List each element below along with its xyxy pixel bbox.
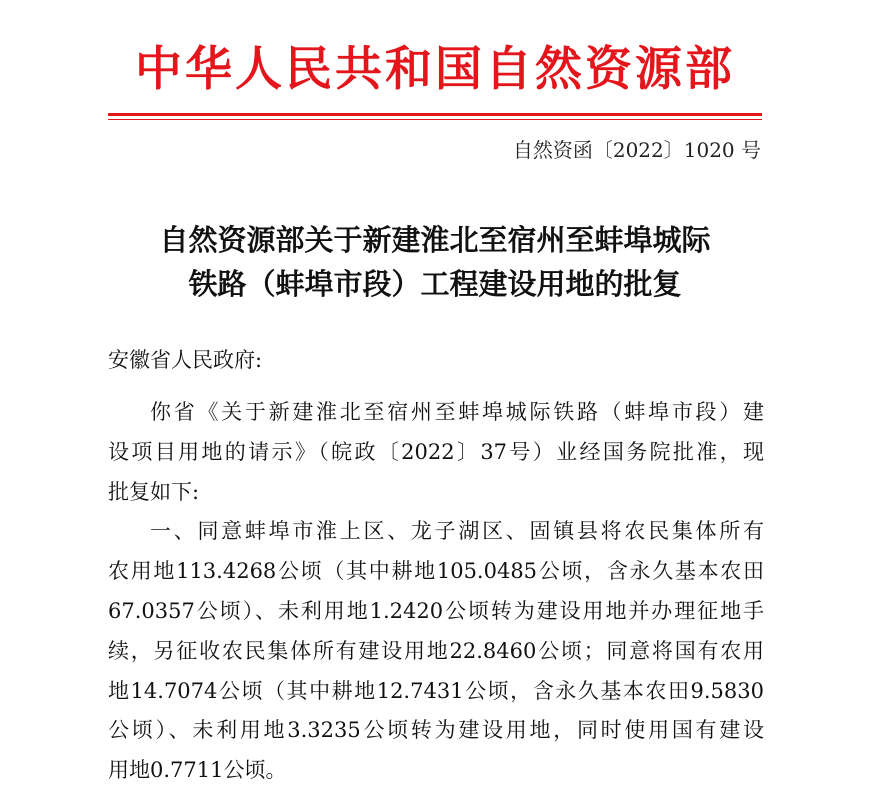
body-line: 公顷）、未利用地3.3235公顷转为建设用地，同时使用国有建设 [108,718,764,743]
body-line: 批复如下: [108,479,200,504]
letterhead-rule-thin [108,119,762,120]
document-number: 自然资函〔2022〕1020 号 [512,138,761,162]
body-line: 67.0357公顷）、未利用地1.2420公顷转为建设用地并办理征地手 [108,598,764,623]
document-title-line-1: 自然资源部关于新建淮北至宿州至蚌埠城际 [159,223,711,257]
body-line: 设项目用地的请示》（皖政〔2022〕37号）业经国务院批准，现 [108,439,764,464]
document-title [108,218,762,306]
body-line: 一、同意蚌埠市淮上区、龙子湖区、固镇县将农民集体所有 [150,519,764,544]
body-line: 地14.7074公顷（其中耕地12.7431公顷，含永久基本农田9.5830 [108,678,764,703]
body-line: 用地0.7711公顷。 [108,758,287,783]
body-text [108,393,764,791]
letterhead-issuer: 中华人民共和国自然资源部 [135,42,735,97]
salutation: 安徽省人民政府: [108,348,263,372]
letterhead-rule-thick [108,113,762,116]
body-line: 你省《关于新建淮北至宿州至蚌埠城际铁路（蚌埠市段）建 [150,400,764,424]
body-line: 农用地113.4268公顷（其中耕地105.0485公顷，含永久基本农田 [108,559,764,584]
body-line: 续，另征收农民集体所有建设用地22.8460公顷；同意将国有农用 [108,638,764,663]
document-title-line-2: 铁路（蚌埠市段）工程建设用地的批复 [188,267,682,301]
